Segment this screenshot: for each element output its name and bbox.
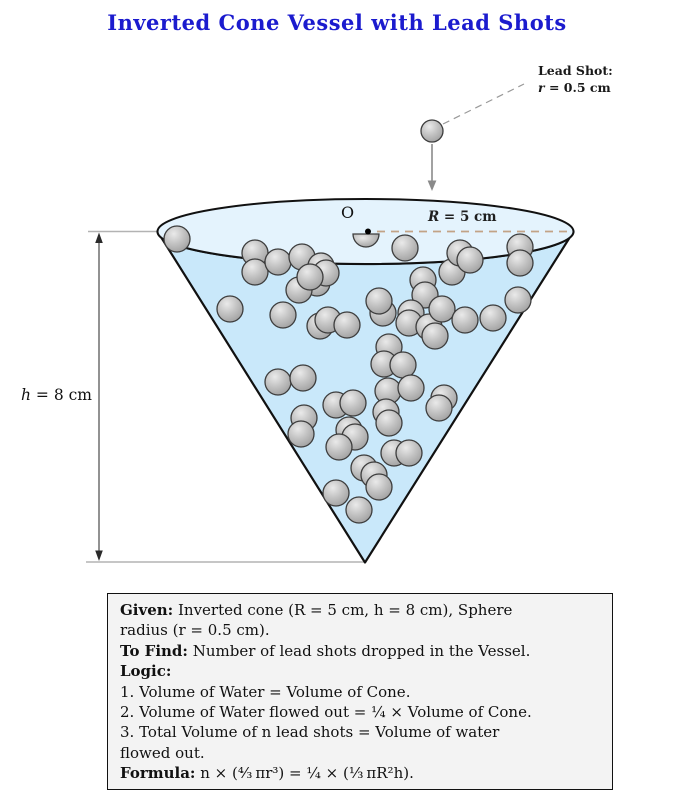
lead-shot	[429, 296, 455, 322]
lead-shot	[390, 352, 416, 378]
lead-shot	[334, 312, 360, 338]
arrow-up-icon	[95, 233, 103, 244]
info-line-logic-3: 3. Total Volume of n lead shots = Volume of water	[120, 723, 500, 742]
lead-shot	[288, 421, 314, 447]
height-label: h = 8 cm	[21, 386, 92, 404]
lead-shot	[376, 410, 402, 436]
lead-shot	[242, 259, 268, 285]
info-line-given-wrap: radius (r = 0.5 cm).	[120, 621, 270, 640]
info-line-given: Given: Inverted cone (R = 5 cm, h = 8 cm), Sphere	[120, 601, 513, 619]
lead-shot	[366, 288, 392, 314]
lead-shot	[270, 302, 296, 328]
lead-shot	[457, 247, 483, 273]
lead-shot	[340, 390, 366, 416]
lead-shot	[398, 375, 424, 401]
lead-shot	[507, 250, 533, 276]
lead-shot	[366, 474, 392, 500]
lead-shot	[326, 434, 352, 460]
lead-shot	[265, 249, 291, 275]
lead-shot	[452, 307, 478, 333]
info-line-logic: Logic:	[120, 662, 172, 681]
lead-shot	[346, 497, 372, 523]
falling-lead-shot-sphere	[421, 120, 443, 142]
lead-shot	[426, 395, 452, 421]
lead-shot	[396, 440, 422, 466]
info-line-logic-3-wrap: flowed out.	[120, 743, 205, 762]
info-line-logic-1: 1. Volume of Water = Volume of Cone.	[120, 682, 411, 701]
info-line-logic-2: 2. Volume of Water flowed out = ¼ × Volume of Cone.	[120, 703, 532, 722]
lead-shot-label-value: r = 0.5 cm	[538, 80, 611, 95]
arrow-down-icon	[95, 551, 103, 562]
lead-shot	[217, 296, 243, 322]
info-box	[107, 593, 613, 790]
center-dot	[365, 229, 371, 235]
leader-line	[443, 84, 524, 124]
info-line-to-find: To Find: Number of lead shots dropped in the Vessel.	[120, 641, 531, 660]
origin-label: O	[341, 203, 355, 222]
lead-shot	[480, 305, 506, 331]
lead-shot-label	[538, 62, 613, 96]
lead-shot	[290, 365, 316, 391]
lead-shot	[422, 323, 448, 349]
lead-shot	[505, 287, 531, 313]
lead-shot-label-title: Lead Shot:	[538, 63, 613, 78]
lead-shot	[297, 264, 323, 290]
info-line-formula: Formula: n × (⁴⁄₃ πr³) = ¼ × (⅓ πR²h).	[120, 764, 414, 783]
lead-shot	[164, 226, 190, 252]
lead-shot	[323, 480, 349, 506]
lead-shot	[265, 369, 291, 395]
lead-shot	[392, 235, 418, 261]
figure-title: Inverted Cone Vessel with Lead Shots	[107, 10, 567, 35]
falling-lead-shot	[421, 84, 524, 191]
arrow-down-icon	[428, 181, 437, 192]
radius-label: R = 5 cm	[428, 209, 497, 225]
